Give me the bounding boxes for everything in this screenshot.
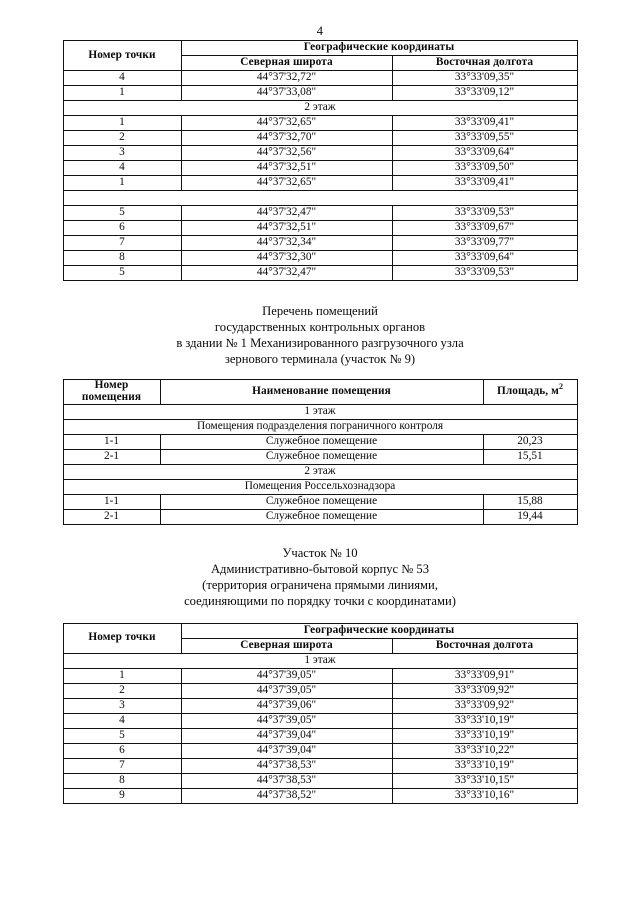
latitude-cell: 44°37'32,47" [181,206,392,221]
longitude-cell: 33°33'09,91" [392,668,577,683]
column-header-north-latitude: Северная широта [181,56,392,71]
spacer [0,367,640,379]
heading-line: государственных контрольных органов [214,320,426,335]
latitude-cell: 44°37'38,53" [181,758,392,773]
coordinates-table-top [63,40,578,281]
table-header-group [63,41,577,71]
column-header-room-number-line1: Номер [94,379,129,392]
premises-table [63,379,578,525]
latitude-cell: 44°37'32,51" [181,221,392,236]
longitude-cell: 33°33'09,55" [392,131,577,146]
column-header-area-superscript: 2 [558,382,564,392]
room-name-cell: Служебное помещение [160,495,483,510]
latitude-cell: 44°37'32,30" [181,251,392,266]
section-label-row: Помещения Россельхознадзора [63,480,577,495]
point-number-cell: 3 [63,146,181,161]
table-row [63,510,577,525]
longitude-cell: 33°33'09,92" [392,683,577,698]
point-number-cell: 3 [63,698,181,713]
table-row [63,176,577,191]
table-row-section [63,480,577,495]
column-header-geo-coordinates: Географические координаты [181,41,577,56]
table-row [63,450,577,465]
spacer [0,525,640,545]
longitude-cell: 33°33'10,22" [392,743,577,758]
table-row [63,116,577,131]
point-number-cell: 1 [63,668,181,683]
column-header-room-number [63,380,160,405]
longitude-cell: 33°33'09,12" [392,86,577,101]
point-number-cell: 6 [63,743,181,758]
table-row [63,743,577,758]
table-row [63,435,577,450]
longitude-cell: 33°33'09,67" [392,221,577,236]
table-row [63,86,577,101]
heading-line: Участок № 10 [282,546,358,561]
table-header-row [63,623,577,638]
table-row [63,206,577,221]
room-area-cell: 20,23 [483,435,577,450]
column-header-north-latitude: Северная широта [181,638,392,653]
longitude-cell: 33°33'09,41" [392,116,577,131]
table-row [63,773,577,788]
column-header-room-number-line2: помещения [81,391,142,404]
column-header-point-number: Номер точки [63,41,181,71]
longitude-cell: 33°33'09,64" [392,251,577,266]
heading-line: зернового терминала (участок № 9) [224,352,416,367]
latitude-cell: 44°37'39,04" [181,743,392,758]
table-row [63,236,577,251]
table-row [63,266,577,281]
point-number-cell: 6 [63,221,181,236]
latitude-cell: 44°37'39,04" [181,728,392,743]
table-header-group [63,623,577,653]
table-row [63,668,577,683]
longitude-cell: 33°33'09,35" [392,71,577,86]
table-row [63,713,577,728]
point-number-cell: 1 [63,116,181,131]
longitude-cell: 33°33'09,53" [392,266,577,281]
longitude-cell: 33°33'09,77" [392,236,577,251]
section-label-row: 1 этаж [63,405,577,420]
room-area-cell: 15,51 [483,450,577,465]
table-row-empty [63,191,577,206]
table-row [63,495,577,510]
longitude-cell: 33°33'10,19" [392,728,577,743]
longitude-cell: 33°33'09,53" [392,206,577,221]
point-number-cell: 7 [63,236,181,251]
table-row [63,146,577,161]
room-area-cell: 15,88 [483,495,577,510]
table-row [63,683,577,698]
point-number-cell: 9 [63,788,181,803]
table-body [63,653,577,803]
latitude-cell: 44°37'32,70" [181,131,392,146]
point-number-cell: 7 [63,758,181,773]
latitude-cell: 44°37'32,51" [181,161,392,176]
point-number-cell: 5 [63,206,181,221]
heading-line: соединяющими по порядку точки с координатами) [184,594,456,609]
latitude-cell: 44°37'32,72" [181,71,392,86]
spacer [0,281,640,303]
point-number-cell: 1 [63,86,181,101]
latitude-cell: 44°37'39,05" [181,683,392,698]
column-header-east-longitude: Восточная долгота [392,56,577,71]
latitude-cell: 44°37'32,47" [181,266,392,281]
heading-line: (территория ограничена прямыми линиями, [202,578,438,593]
longitude-cell: 33°33'10,19" [392,758,577,773]
column-header-point-number: Номер точки [63,623,181,653]
table-row-section [63,101,577,116]
room-name-cell: Служебное помещение [160,435,483,450]
point-number-cell: 4 [63,713,181,728]
latitude-cell: 44°37'32,65" [181,116,392,131]
table-row-section [63,405,577,420]
table-header-group [63,380,577,405]
table-row-section [63,653,577,668]
section-label-row: 1 этаж [63,653,577,668]
room-number-cell: 2-1 [63,510,160,525]
table-row [63,71,577,86]
heading-premises-list [60,303,580,367]
point-number-cell: 8 [63,251,181,266]
table-row-section [63,420,577,435]
section-label-row: Помещения подразделения пограничного контроля [63,420,577,435]
longitude-cell: 33°33'10,19" [392,713,577,728]
room-number-cell: 1-1 [63,435,160,450]
point-number-cell: 5 [63,728,181,743]
longitude-cell: 33°33'10,15" [392,773,577,788]
column-header-geo-coordinates: Географические координаты [181,623,577,638]
heading-line: Административно-бытовой корпус № 53 [210,562,430,577]
latitude-cell: 44°37'39,05" [181,668,392,683]
room-area-cell: 19,44 [483,510,577,525]
table-body [63,405,577,525]
point-number-cell: 5 [63,266,181,281]
section-label-row: 2 этаж [63,101,577,116]
page-number: 4 [316,24,324,38]
longitude-cell: 33°33'09,64" [392,146,577,161]
table-row [63,131,577,146]
table-row [63,758,577,773]
longitude-cell: 33°33'10,16" [392,788,577,803]
table-row-section [63,465,577,480]
column-header-area-text: Площадь, м [496,385,559,398]
table-row [63,698,577,713]
point-number-cell: 2 [63,683,181,698]
latitude-cell: 44°37'38,52" [181,788,392,803]
room-name-cell: Служебное помещение [160,450,483,465]
column-header-area [483,380,577,405]
longitude-cell: 33°33'09,41" [392,176,577,191]
table-header-row [63,41,577,56]
latitude-cell: 44°37'32,34" [181,236,392,251]
room-name-cell: Служебное помещение [160,510,483,525]
table-row [63,161,577,176]
latitude-cell: 44°37'33,08" [181,86,392,101]
latitude-cell: 44°37'32,65" [181,176,392,191]
column-header-room-name: Наименование помещения [160,380,483,405]
coordinates-table-bottom [63,623,578,804]
heading-plot-10 [60,545,580,609]
section-label-row: 2 этаж [63,465,577,480]
room-number-cell: 1-1 [63,495,160,510]
column-header-east-longitude: Восточная долгота [392,638,577,653]
table-header-row [63,380,577,405]
empty-row [63,191,577,206]
point-number-cell: 4 [63,71,181,86]
point-number-cell: 2 [63,131,181,146]
heading-line: в здании № 1 Механизированного разгрузочного узла [176,336,464,351]
latitude-cell: 44°37'38,53" [181,773,392,788]
table-row [63,251,577,266]
table-body [63,71,577,281]
table-row [63,788,577,803]
spacer [0,610,640,623]
heading-line: Перечень помещений [262,304,378,318]
longitude-cell: 33°33'09,50" [392,161,577,176]
longitude-cell: 33°33'09,92" [392,698,577,713]
point-number-cell: 4 [63,161,181,176]
point-number-cell: 8 [63,773,181,788]
latitude-cell: 44°37'39,05" [181,713,392,728]
table-row [63,728,577,743]
room-number-cell: 2-1 [63,450,160,465]
point-number-cell: 1 [63,176,181,191]
latitude-cell: 44°37'32,56" [181,146,392,161]
latitude-cell: 44°37'39,06" [181,698,392,713]
table-row [63,221,577,236]
